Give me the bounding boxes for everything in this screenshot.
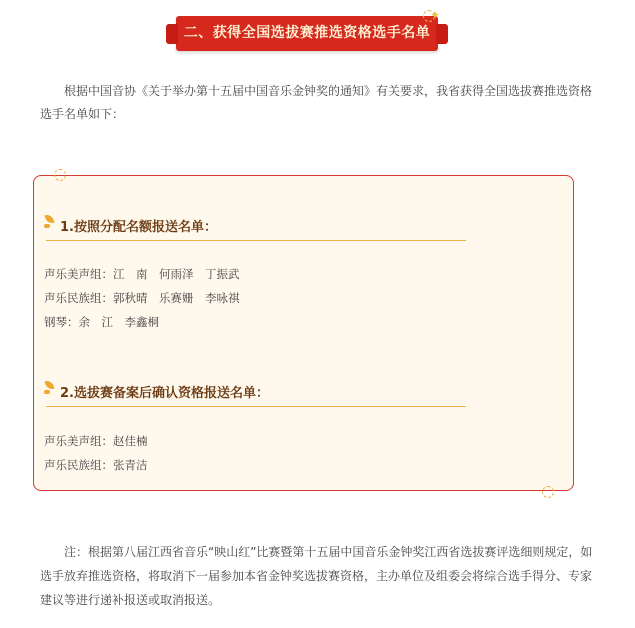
section-divider (46, 406, 466, 407)
section-1-title: 1.按照分配名额报送名单： (60, 220, 217, 235)
firework-icon (423, 10, 435, 22)
sparkle-icon: ✦ (430, 8, 441, 22)
firework-icon (54, 169, 66, 181)
leaf-icon (44, 390, 50, 394)
list-item: 声乐美声组：江 南 何雨泽 丁振武 (44, 267, 240, 281)
name-list-card (33, 175, 574, 491)
intro-paragraph: 根据中国音协《关于举办第十五届中国音乐金钟奖的通知》有关要求，我省获得全国选拔赛推选资格选手名单如下： (40, 84, 593, 121)
banner-title: 二、获得全国选拔赛推选资格选手名单 (183, 25, 431, 41)
list-item: 钢琴：余 江 李鑫桐 (44, 315, 159, 329)
list-item: 声乐美声组：赵佳楠 (44, 434, 148, 448)
leaf-icon (44, 224, 50, 228)
section-2-title: 2.选拔赛备案后确认资格报送名单： (60, 386, 269, 401)
note-paragraph: 注：根据第八届江西省音乐“映山红”比赛暨第十五届中国音乐金钟奖江西省选拔赛评选细则规定，如选手放弃推选资格，将取消下一届参加本省金钟奖选拔赛资格，主办单位及组委会将综合选手得分、专家建议等进行递补报送或取消报送。 (40, 545, 593, 607)
list-item: 声乐民族组：张青洁 (44, 458, 148, 472)
list-item: 声乐民族组：郭秋晴 乐赛姗 李咏祺 (44, 291, 240, 305)
firework-icon (542, 486, 554, 498)
section-banner (176, 16, 438, 51)
section-divider (46, 240, 466, 241)
